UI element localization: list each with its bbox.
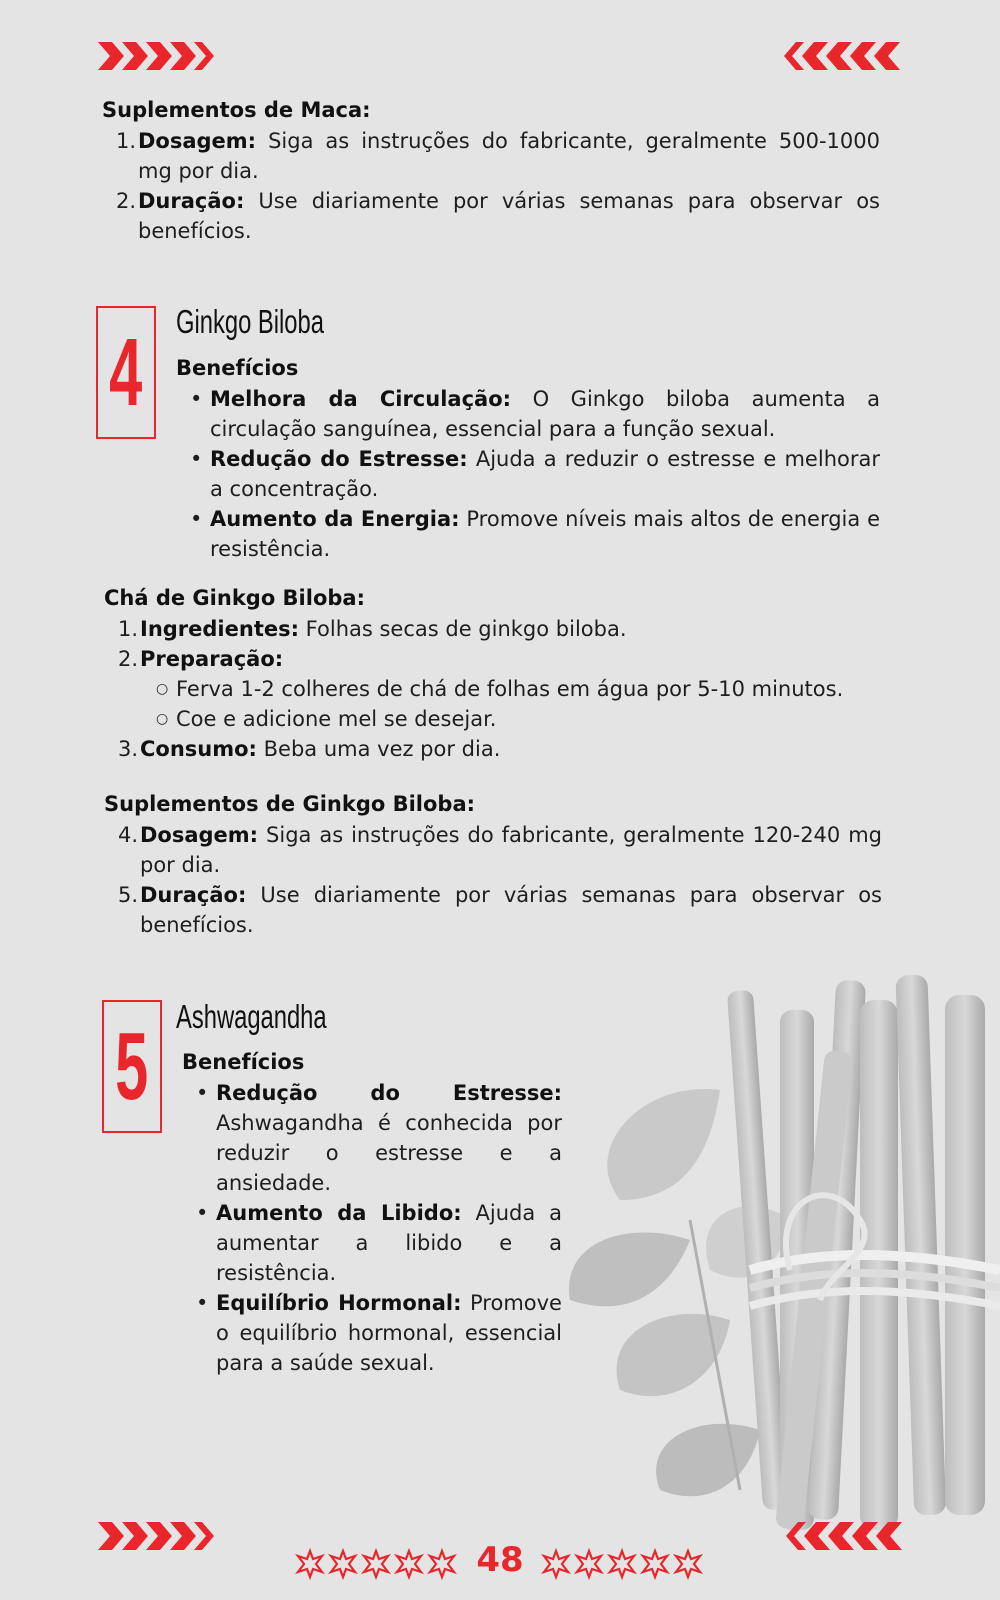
list-item — [116, 186, 880, 246]
star-outline-icon — [294, 1548, 460, 1580]
bullet: • — [196, 1201, 209, 1225]
list-item — [118, 734, 882, 764]
chevrons-right-icon — [98, 1520, 218, 1552]
bullet: • — [196, 1081, 209, 1105]
item-text: Promove níveis mais altos de energia e resistência. — [210, 507, 881, 561]
benefits-list — [190, 384, 880, 564]
list-number: 3. — [118, 737, 139, 761]
item-label: Redução do Estresse: — [216, 1081, 562, 1105]
list-item — [196, 1198, 562, 1288]
star-row-right — [540, 1548, 706, 1580]
list-number: 2. — [118, 647, 139, 671]
list-item — [196, 1288, 562, 1378]
list-item — [118, 644, 882, 674]
section-number: 5 — [115, 1012, 149, 1120]
bullet: • — [190, 507, 203, 531]
section-number: 4 — [109, 318, 143, 426]
benefits-list — [196, 1078, 562, 1378]
chevrons-left-icon — [780, 40, 900, 72]
maca-supplements-heading: Suplementos de Maca: — [102, 98, 371, 122]
item-label: Melhora da Circulação: — [210, 387, 512, 411]
item-text: Promove o equilíbrio hormonal, essencial para a saúde sexual. — [216, 1291, 562, 1375]
item-label: Ingredientes: — [140, 617, 299, 641]
list-item — [190, 444, 880, 504]
item-label: Redução do Estresse: — [210, 447, 468, 471]
chevrons-right-icon — [98, 40, 218, 72]
item-text: Siga as instruções do fabricante, geralmente 120-240 mg por dia. — [140, 823, 882, 877]
list-number: 1. — [118, 617, 139, 641]
item-label: Dosagem: — [138, 129, 257, 153]
tea-heading: Chá de Ginkgo Biloba: — [104, 586, 365, 610]
list-number: 4. — [118, 823, 139, 847]
item-text: Ferva 1-2 colheres de chá de folhas em água por 5-10 minutos. — [176, 677, 844, 701]
item-label: Preparação: — [140, 647, 284, 671]
list-number: 5. — [118, 883, 139, 907]
item-text: Ashwagandha é conhecida por reduzir o estresse e a ansiedade. — [216, 1111, 562, 1195]
item-label: Aumento da Energia: — [210, 507, 460, 531]
benefits-heading: Benefícios — [182, 1050, 305, 1074]
sub-list-item — [118, 674, 882, 704]
item-label: Duração: — [138, 189, 245, 213]
list-item — [196, 1078, 562, 1198]
item-text: Use diariamente por várias semanas para observar os benefícios. — [140, 883, 882, 937]
item-text: Ajuda a reduzir o estresse e melhorar a concentração. — [210, 447, 880, 501]
list-number: 2. — [116, 189, 137, 213]
star-outline-icon — [540, 1548, 706, 1580]
page-number: 48 — [476, 1540, 524, 1580]
ginkgo-supplements-list — [118, 820, 882, 940]
section-title: Ashwagandha — [176, 998, 327, 1035]
item-label: Consumo: — [140, 737, 257, 761]
circle-bullet: ○ — [156, 711, 169, 727]
item-label: Dosagem: — [140, 823, 259, 847]
list-item — [116, 126, 880, 186]
section-number-box — [102, 1000, 162, 1133]
item-text: Use diariamente por várias semanas para observar os benefícios. — [138, 189, 880, 243]
maca-supplements-list — [116, 126, 880, 246]
bullet: • — [190, 387, 203, 411]
tea-list — [118, 614, 882, 764]
list-number: 1. — [116, 129, 137, 153]
section-title: Ginkgo Biloba — [176, 303, 324, 340]
list-item — [118, 880, 882, 940]
item-label: Aumento da Libido: — [216, 1201, 462, 1225]
ginkgo-supplements-heading: Suplementos de Ginkgo Biloba: — [104, 792, 476, 816]
benefits-heading: Benefícios — [176, 356, 299, 380]
item-text: Beba uma vez por dia. — [256, 737, 501, 761]
bullet: • — [196, 1291, 209, 1315]
list-item — [190, 384, 880, 444]
circle-bullet: ○ — [156, 681, 169, 697]
list-item — [190, 504, 880, 564]
item-text: O Ginkgo biloba aumenta a circulação sanguínea, essencial para a função sexual. — [210, 387, 881, 441]
bullet: • — [190, 447, 203, 471]
chevrons-left-icon — [782, 1520, 902, 1552]
list-item — [118, 820, 882, 880]
star-row-left — [294, 1548, 460, 1580]
item-text: Ajuda a aumentar a libido e a resistência. — [216, 1201, 562, 1285]
sub-list-item — [118, 704, 882, 734]
item-label: Duração: — [140, 883, 247, 907]
item-label: Equilíbrio Hormonal: — [216, 1291, 462, 1315]
item-text: Folhas secas de ginkgo biloba. — [299, 617, 627, 641]
item-text: Siga as instruções do fabricante, geralmente 500-1000 mg por dia. — [138, 129, 880, 183]
ashwagandha-roots-image — [560, 970, 1000, 1550]
section-number-box — [96, 306, 156, 439]
list-item — [118, 614, 882, 644]
item-text: Coe e adicione mel se desejar. — [176, 707, 497, 731]
